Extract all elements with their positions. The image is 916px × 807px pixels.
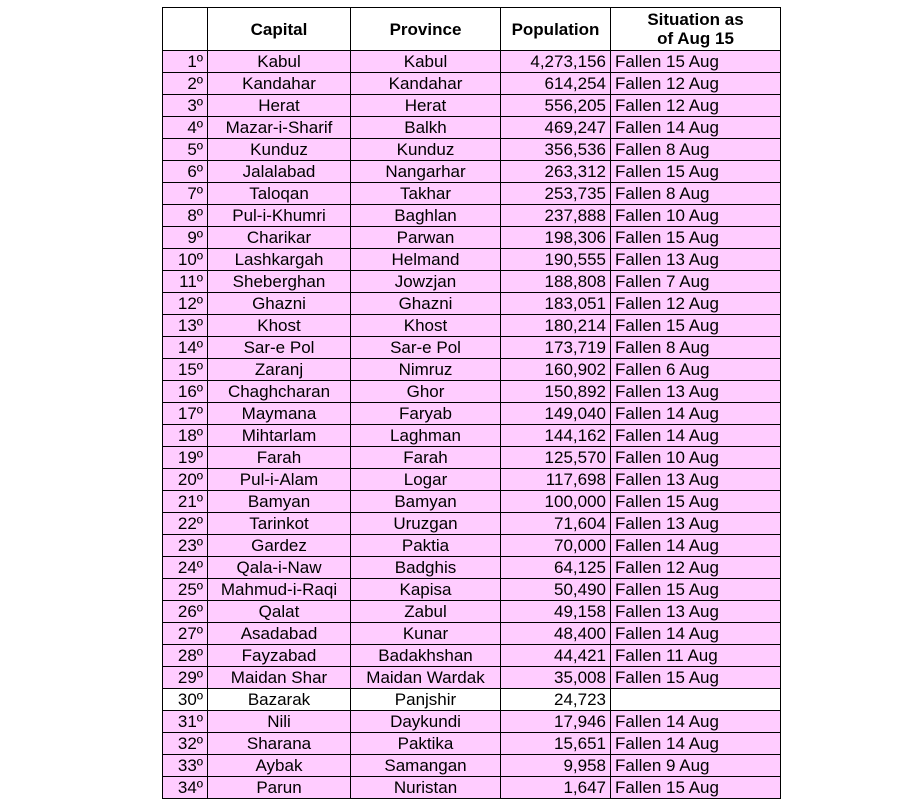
capital-cell: Lashkargah (208, 249, 351, 271)
capital-cell: Farah (208, 447, 351, 469)
capital-cell: Fayzabad (208, 645, 351, 667)
table-body (163, 51, 781, 799)
province-cell: Logar (351, 469, 501, 491)
capital-cell: Nili (208, 711, 351, 733)
situation-cell: Fallen 15 Aug (611, 667, 781, 689)
header-situation-line2: of Aug 15 (657, 29, 734, 48)
rank-cell: 5º (163, 139, 208, 161)
rank-cell: 3º (163, 95, 208, 117)
province-cell: Paktia (351, 535, 501, 557)
capital-cell: Gardez (208, 535, 351, 557)
province-cell: Panjshir (351, 689, 501, 711)
table-row (163, 755, 781, 777)
population-cell: 70,000 (501, 535, 611, 557)
capital-cell: Asadabad (208, 623, 351, 645)
province-cell: Jowzjan (351, 271, 501, 293)
province-cell: Uruzgan (351, 513, 501, 535)
table-row (163, 491, 781, 513)
table-row (163, 161, 781, 183)
rank-cell: 32º (163, 733, 208, 755)
rank-cell: 22º (163, 513, 208, 535)
rank-cell: 11º (163, 271, 208, 293)
rank-cell: 2º (163, 73, 208, 95)
table-row (163, 469, 781, 491)
province-cell: Parwan (351, 227, 501, 249)
province-cell: Samangan (351, 755, 501, 777)
table-row (163, 315, 781, 337)
table-row (163, 403, 781, 425)
population-cell: 64,125 (501, 557, 611, 579)
header-rank (163, 8, 208, 51)
situation-cell: Fallen 13 Aug (611, 249, 781, 271)
capital-cell: Maymana (208, 403, 351, 425)
capital-cell: Kandahar (208, 73, 351, 95)
header-row (163, 8, 781, 51)
situation-cell: Fallen 13 Aug (611, 601, 781, 623)
header-province: Province (351, 8, 501, 51)
table-header (163, 8, 781, 51)
province-cell: Badakhshan (351, 645, 501, 667)
header-situation (611, 8, 781, 51)
provincial-capitals-table (162, 7, 781, 799)
population-cell: 160,902 (501, 359, 611, 381)
table-row (163, 667, 781, 689)
population-cell: 237,888 (501, 205, 611, 227)
capital-cell: Pul-i-Alam (208, 469, 351, 491)
population-cell: 100,000 (501, 491, 611, 513)
situation-cell: Fallen 12 Aug (611, 293, 781, 315)
header-population: Population (501, 8, 611, 51)
capital-cell: Zaranj (208, 359, 351, 381)
rank-cell: 8º (163, 205, 208, 227)
capital-cell: Aybak (208, 755, 351, 777)
rank-cell: 27º (163, 623, 208, 645)
situation-cell: Fallen 7 Aug (611, 271, 781, 293)
rank-cell: 29º (163, 667, 208, 689)
province-cell: Laghman (351, 425, 501, 447)
situation-cell: Fallen 14 Aug (611, 403, 781, 425)
situation-cell: Fallen 14 Aug (611, 425, 781, 447)
situation-cell: Fallen 10 Aug (611, 205, 781, 227)
province-cell: Takhar (351, 183, 501, 205)
capital-cell: Qala-i-Naw (208, 557, 351, 579)
situation-cell: Fallen 15 Aug (611, 227, 781, 249)
table-row (163, 447, 781, 469)
population-cell: 117,698 (501, 469, 611, 491)
situation-cell: Fallen 12 Aug (611, 557, 781, 579)
province-cell: Kandahar (351, 73, 501, 95)
rank-cell: 21º (163, 491, 208, 513)
situation-cell: Fallen 15 Aug (611, 777, 781, 799)
table-row (163, 645, 781, 667)
situation-cell: Fallen 9 Aug (611, 755, 781, 777)
table-row (163, 623, 781, 645)
rank-cell: 28º (163, 645, 208, 667)
province-cell: Zabul (351, 601, 501, 623)
table-row (163, 73, 781, 95)
rank-cell: 12º (163, 293, 208, 315)
rank-cell: 10º (163, 249, 208, 271)
population-cell: 469,247 (501, 117, 611, 139)
rank-cell: 18º (163, 425, 208, 447)
capital-cell: Mazar-i-Sharif (208, 117, 351, 139)
rank-cell: 13º (163, 315, 208, 337)
situation-cell: Fallen 10 Aug (611, 447, 781, 469)
table-row (163, 139, 781, 161)
header-situation-line1: Situation as (647, 10, 744, 29)
population-cell: 71,604 (501, 513, 611, 535)
population-cell: 49,158 (501, 601, 611, 623)
situation-cell: Fallen 8 Aug (611, 139, 781, 161)
province-cell: Paktika (351, 733, 501, 755)
situation-cell: Fallen 12 Aug (611, 95, 781, 117)
capital-cell: Khost (208, 315, 351, 337)
rank-cell: 33º (163, 755, 208, 777)
population-cell: 24,723 (501, 689, 611, 711)
population-cell: 150,892 (501, 381, 611, 403)
population-cell: 35,008 (501, 667, 611, 689)
population-cell: 556,205 (501, 95, 611, 117)
province-cell: Nuristan (351, 777, 501, 799)
table-row (163, 381, 781, 403)
rank-cell: 19º (163, 447, 208, 469)
province-cell: Kunar (351, 623, 501, 645)
capital-cell: Bamyan (208, 491, 351, 513)
province-cell: Nimruz (351, 359, 501, 381)
table-row (163, 95, 781, 117)
population-cell: 15,651 (501, 733, 611, 755)
province-cell: Maidan Wardak (351, 667, 501, 689)
situation-cell (611, 689, 781, 711)
capital-cell: Ghazni (208, 293, 351, 315)
province-cell: Helmand (351, 249, 501, 271)
situation-cell: Fallen 6 Aug (611, 359, 781, 381)
table-row (163, 205, 781, 227)
rank-cell: 31º (163, 711, 208, 733)
capital-cell: Sharana (208, 733, 351, 755)
population-cell: 180,214 (501, 315, 611, 337)
rank-cell: 26º (163, 601, 208, 623)
population-cell: 253,735 (501, 183, 611, 205)
province-cell: Kapisa (351, 579, 501, 601)
situation-cell: Fallen 13 Aug (611, 469, 781, 491)
province-cell: Ghor (351, 381, 501, 403)
rank-cell: 23º (163, 535, 208, 557)
situation-cell: Fallen 13 Aug (611, 381, 781, 403)
rank-cell: 20º (163, 469, 208, 491)
province-cell: Nangarhar (351, 161, 501, 183)
population-cell: 173,719 (501, 337, 611, 359)
table-row (163, 359, 781, 381)
population-cell: 44,421 (501, 645, 611, 667)
province-cell: Kunduz (351, 139, 501, 161)
capital-cell: Chaghcharan (208, 381, 351, 403)
situation-cell: Fallen 14 Aug (611, 535, 781, 557)
capital-cell: Sar-e Pol (208, 337, 351, 359)
population-cell: 9,958 (501, 755, 611, 777)
situation-cell: Fallen 15 Aug (611, 161, 781, 183)
rank-cell: 16º (163, 381, 208, 403)
capital-cell: Kunduz (208, 139, 351, 161)
table-row (163, 271, 781, 293)
situation-cell: Fallen 12 Aug (611, 73, 781, 95)
table-row (163, 183, 781, 205)
table-row (163, 689, 781, 711)
rank-cell: 9º (163, 227, 208, 249)
table-row (163, 425, 781, 447)
table-row (163, 293, 781, 315)
rank-cell: 14º (163, 337, 208, 359)
province-cell: Kabul (351, 51, 501, 73)
rank-cell: 4º (163, 117, 208, 139)
rank-cell: 17º (163, 403, 208, 425)
population-cell: 50,490 (501, 579, 611, 601)
rank-cell: 6º (163, 161, 208, 183)
capital-cell: Mahmud-i-Raqi (208, 579, 351, 601)
province-cell: Bamyan (351, 491, 501, 513)
situation-cell: Fallen 13 Aug (611, 513, 781, 535)
capital-cell: Qalat (208, 601, 351, 623)
table-row (163, 249, 781, 271)
header-capital: Capital (208, 8, 351, 51)
rank-cell: 30º (163, 689, 208, 711)
situation-cell: Fallen 14 Aug (611, 711, 781, 733)
situation-cell: Fallen 15 Aug (611, 315, 781, 337)
rank-cell: 34º (163, 777, 208, 799)
table-row (163, 227, 781, 249)
population-cell: 144,162 (501, 425, 611, 447)
population-cell: 198,306 (501, 227, 611, 249)
population-cell: 17,946 (501, 711, 611, 733)
table-row (163, 711, 781, 733)
rank-cell: 1º (163, 51, 208, 73)
province-cell: Daykundi (351, 711, 501, 733)
population-cell: 263,312 (501, 161, 611, 183)
capital-cell: Pul-i-Khumri (208, 205, 351, 227)
situation-cell: Fallen 14 Aug (611, 733, 781, 755)
population-cell: 1,647 (501, 777, 611, 799)
situation-cell: Fallen 8 Aug (611, 337, 781, 359)
population-cell: 4,273,156 (501, 51, 611, 73)
table-row (163, 117, 781, 139)
capital-cell: Bazarak (208, 689, 351, 711)
capital-cell: Mihtarlam (208, 425, 351, 447)
population-cell: 614,254 (501, 73, 611, 95)
table-row (163, 51, 781, 73)
situation-cell: Fallen 8 Aug (611, 183, 781, 205)
situation-cell: Fallen 14 Aug (611, 623, 781, 645)
population-cell: 183,051 (501, 293, 611, 315)
table-row (163, 579, 781, 601)
capital-cell: Jalalabad (208, 161, 351, 183)
situation-cell: Fallen 14 Aug (611, 117, 781, 139)
table-row (163, 557, 781, 579)
situation-cell: Fallen 11 Aug (611, 645, 781, 667)
situation-cell: Fallen 15 Aug (611, 51, 781, 73)
province-cell: Baghlan (351, 205, 501, 227)
province-cell: Farah (351, 447, 501, 469)
population-cell: 48,400 (501, 623, 611, 645)
capital-cell: Tarinkot (208, 513, 351, 535)
province-cell: Ghazni (351, 293, 501, 315)
capital-cell: Kabul (208, 51, 351, 73)
table-row (163, 535, 781, 557)
situation-cell: Fallen 15 Aug (611, 579, 781, 601)
rank-cell: 25º (163, 579, 208, 601)
province-cell: Faryab (351, 403, 501, 425)
table-row (163, 601, 781, 623)
province-cell: Badghis (351, 557, 501, 579)
rank-cell: 24º (163, 557, 208, 579)
province-cell: Khost (351, 315, 501, 337)
population-cell: 188,808 (501, 271, 611, 293)
capital-cell: Maidan Shar (208, 667, 351, 689)
capital-cell: Charikar (208, 227, 351, 249)
table-row (163, 733, 781, 755)
population-cell: 356,536 (501, 139, 611, 161)
table-row (163, 337, 781, 359)
province-cell: Balkh (351, 117, 501, 139)
population-cell: 190,555 (501, 249, 611, 271)
province-cell: Herat (351, 95, 501, 117)
rank-cell: 15º (163, 359, 208, 381)
situation-cell: Fallen 15 Aug (611, 491, 781, 513)
table-row (163, 777, 781, 799)
capital-cell: Parun (208, 777, 351, 799)
capital-cell: Herat (208, 95, 351, 117)
table-row (163, 513, 781, 535)
population-cell: 125,570 (501, 447, 611, 469)
rank-cell: 7º (163, 183, 208, 205)
population-cell: 149,040 (501, 403, 611, 425)
capital-cell: Taloqan (208, 183, 351, 205)
capital-cell: Sheberghan (208, 271, 351, 293)
province-cell: Sar-e Pol (351, 337, 501, 359)
